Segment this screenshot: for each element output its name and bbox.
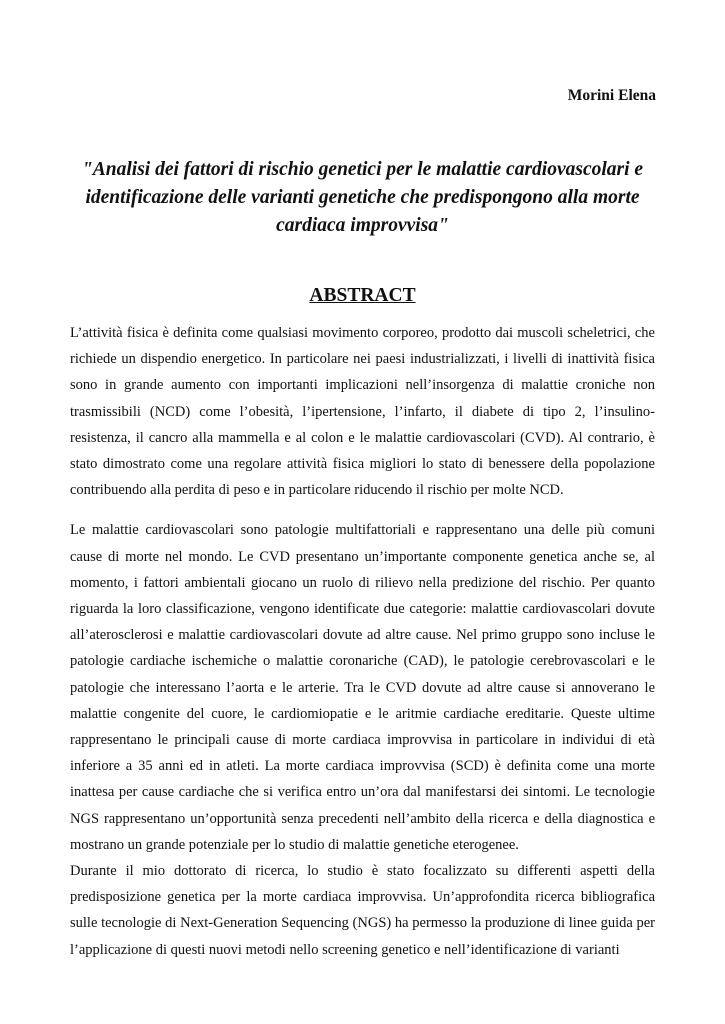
author-name: Morini Elena — [567, 87, 656, 104]
abstract-body — [70, 320, 655, 963]
abstract-heading: ABSTRACT — [309, 285, 416, 306]
thesis-title: "Analisi dei fattori di rischio genetici per le malattie cardiovascolari e identificazione delle varianti genetiche che predispongono alla morte cardiaca improvvisa" — [81, 159, 644, 236]
paragraph-2: Le malattie cardiovascolari sono patologie multifattoriali e rappresentano una delle più comuni cause di morte nel mondo. Le CVD presentano un’importante componente genetica anche se, al momento, i fattori ambientali giocano un ruolo di rilievo nella predizione del rischio. Per quanto riguarda la loro classificazione, vengono identificate due categorie: malattie cardiovascolari dovute all’aterosclerosi e malattie cardiovascolari dovute ad altre cause. Nel primo gruppo sono incluse le patologie cardiache ischemiche o malattie coronariche (CAD), le patologie cerebrovascolari e le patologie che interessano l’aorta e le arterie. Tra le CVD dovute ad altre cause si annoverano le malattie congenite del cuore, le cardiomiopatie e le aritmie cardiache ereditarie. Queste ultime rappresentano le principali cause di morte cardiaca improvvisa in particolare in individui di età inferiore a 35 anni ed in atleti. La morte cardiaca improvvisa (SCD) è definita come una morte inattesa per cause cardiache che si verifica entro un’ora dal manifestarsi dei sintomi. Le tecnologie NGS rappresentano un’opportunità senza precedenti nell’ambito della ricerca e della diagnostica e mostrano un grande potenziale per lo studio di malattie genetiche eterogenee. — [70, 522, 655, 853]
paragraph-3: Durante il mio dottorato di ricerca, lo studio è stato focalizzato su differenti aspetti della predisposizione genetica per la morte cardiaca improvvisa. Un’approfondita ricerca bibliografica sulle tecnologie di Next-Generation Sequencing (NGS) ha permesso la produzione di linee guida per l’applicazione di questi nuovi metodi nello screening genetico e nell’identificazione di varianti — [70, 863, 655, 958]
paragraph-1: L’attività fisica è definita come qualsiasi movimento corporeo, prodotto dai muscoli scheletrici, che richiede un dispendio energetico. In particolare nei paesi industrializzati, i livelli di inattività fisica sono in grande aumento con importanti implicazioni nell’insorgenza di malattie croniche non trasmissibili (NCD) come l’obesità, l’ipertensione, l’infarto, il diabete di tipo 2, l’insulino-resistenza, il cancro alla mammella e al colon e le malattie cardiovascolari (CVD). Al contrario, è stato dimostrato come una regolare attività fisica migliori lo stato di benessere della popolazione contribuendo alla perdita di peso e in particolare riducendo il rischio per molte NCD. — [70, 325, 655, 499]
